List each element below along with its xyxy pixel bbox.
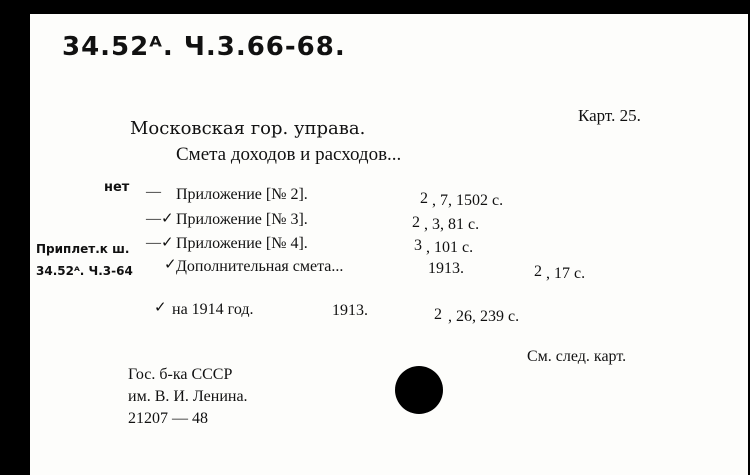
library-line-1: Гос. б-ка СССР xyxy=(128,366,233,383)
entry-1914-text: на 1914 год. xyxy=(172,301,254,318)
catalog-card xyxy=(30,14,748,475)
entry-text: Приложение [№ 4]. xyxy=(176,235,308,252)
entry-1914-mark: ✓ xyxy=(154,300,167,316)
annotation-pripl: Приплет.к ш. xyxy=(36,242,130,256)
entry-text: Приложение [№ 2]. xyxy=(176,186,308,203)
entry-rest: , 17 с. xyxy=(546,265,586,282)
punch-hole xyxy=(395,366,443,414)
entry-mark: ✓ xyxy=(164,257,177,273)
entry-text: Приложение [№ 3]. xyxy=(176,211,308,228)
entry-mark: — xyxy=(146,184,161,200)
card-number: Карт. 25. xyxy=(578,106,641,125)
entry-bracket: 2 xyxy=(420,190,428,207)
shelfmark-top: 34.52ᴬ. Ч.3.66-68. xyxy=(62,32,346,62)
entry-bracket: 3 xyxy=(414,237,422,254)
annotation-shelfmark: 34.52ᴬ. Ч.3-64 xyxy=(36,264,133,278)
entry-bracket: 2 xyxy=(534,263,542,280)
entry-mark: —✓ xyxy=(146,235,174,251)
entry-text: Дополнительная смета... xyxy=(176,258,344,275)
library-line-2: им. В. И. Ленина. xyxy=(128,388,248,405)
entry-rest: , 101 с. xyxy=(426,239,474,256)
entry-1914-bracket: 2 xyxy=(434,306,442,323)
entry-bracket: 2 xyxy=(412,214,420,231)
entry-1914-rest: , 26, 239 с. xyxy=(448,308,520,325)
entry-year: 1913. xyxy=(428,260,464,277)
entry-1914-year: 1913. xyxy=(332,302,368,319)
title: Смета доходов и расходов... xyxy=(176,144,402,165)
library-line-3: 21207 — 48 xyxy=(128,410,208,427)
entry-mark: —✓ xyxy=(146,211,174,227)
entry-rest: , 3, 81 с. xyxy=(424,216,480,233)
annotation-net: нет xyxy=(104,180,130,195)
see-next-card: См. след. карт. xyxy=(527,348,627,365)
entry-rest: , 7, 1502 с. xyxy=(432,192,504,209)
author: Московская гор. управа. xyxy=(130,118,366,139)
